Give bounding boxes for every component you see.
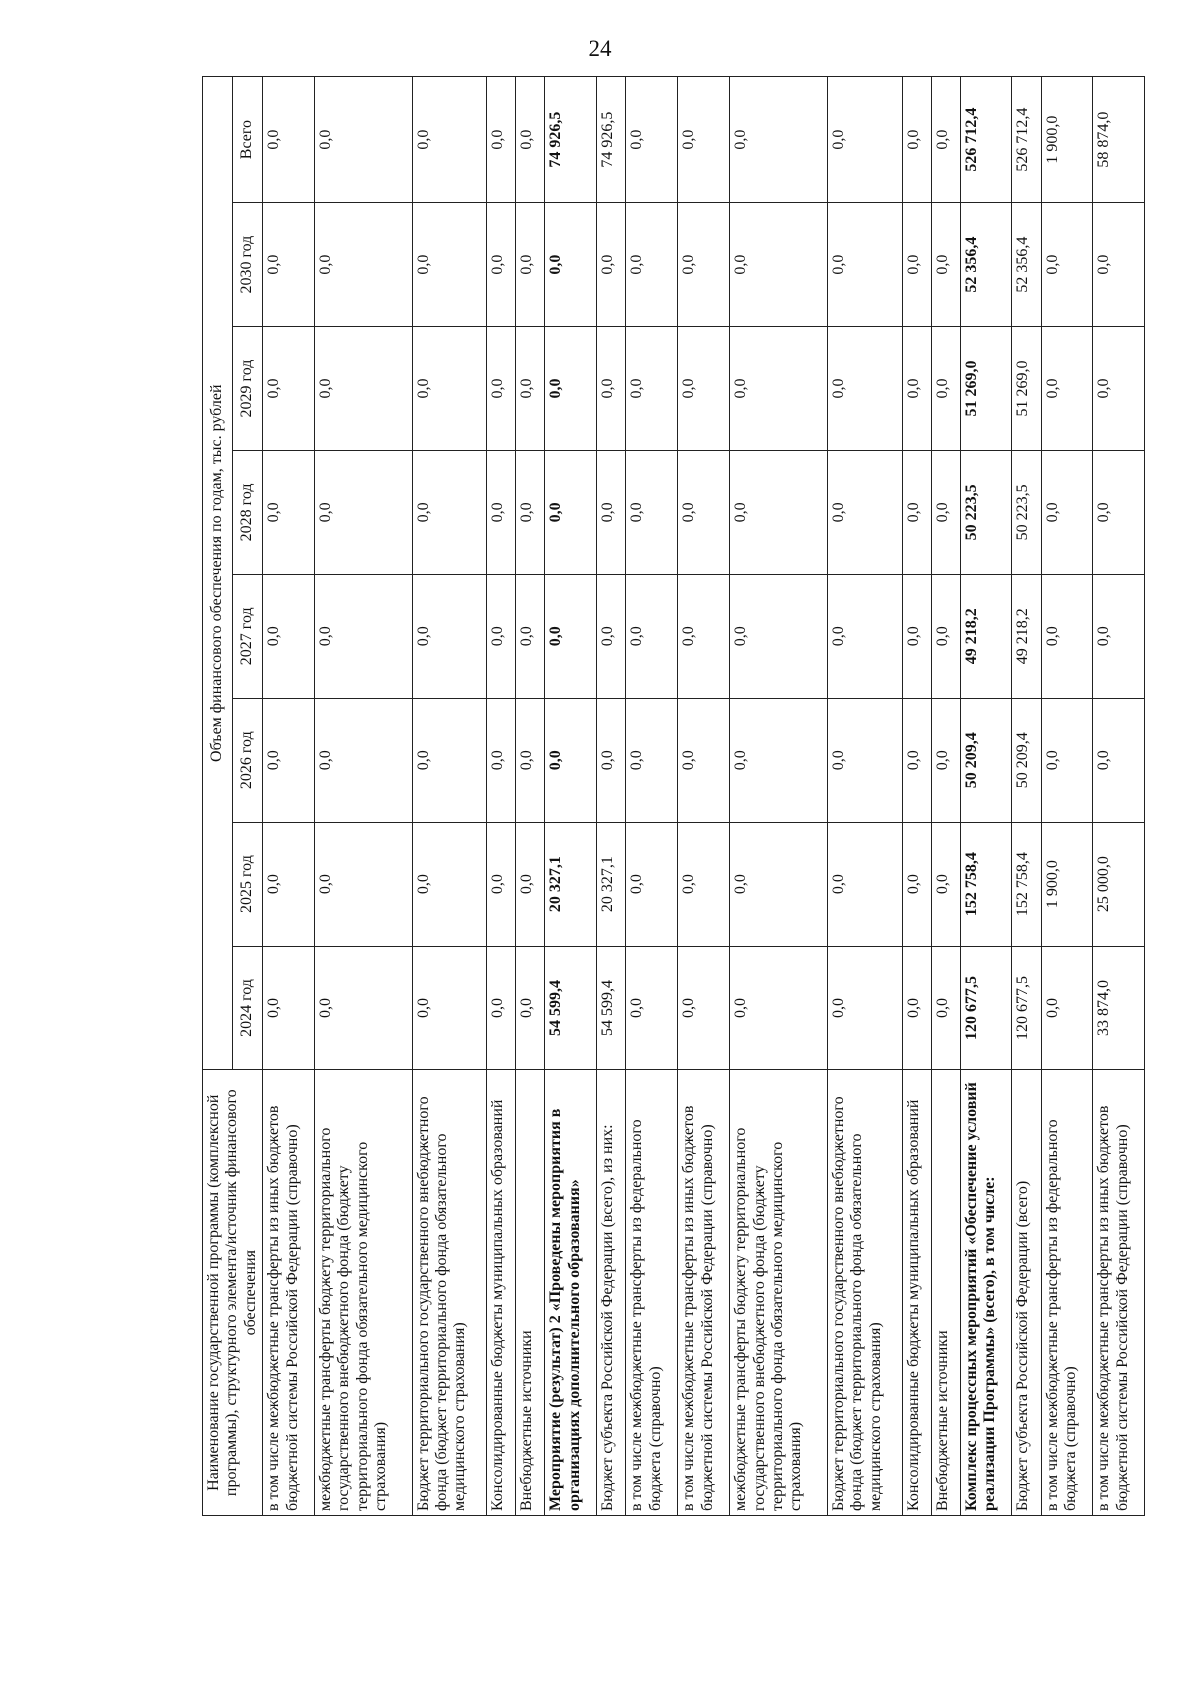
table-row (931, 77, 960, 1516)
row-year-value: 0,0 (626, 574, 678, 698)
row-year-value: 0,0 (626, 946, 678, 1070)
table-row (960, 77, 1012, 1516)
table-row (827, 77, 902, 1516)
row-year-value: 0,0 (487, 574, 516, 698)
row-year-value: 0,0 (1041, 450, 1093, 574)
row-year-value: 0,0 (678, 203, 730, 327)
row-source-name: Консолидированные бюджеты муниципальных образований (902, 1070, 931, 1516)
row-year-value: 51 269,0 (960, 327, 1012, 451)
row-total-value: 0,0 (412, 77, 487, 203)
row-year-value: 0,0 (730, 327, 828, 451)
row-year-value: 0,0 (678, 327, 730, 451)
header-year: 2029 год (233, 327, 263, 451)
row-year-value: 0,0 (516, 946, 545, 1070)
row-year-value: 0,0 (626, 203, 678, 327)
row-year-value: 0,0 (315, 450, 413, 574)
table-row (1012, 77, 1041, 1516)
header-year: 2030 год (233, 203, 263, 327)
row-year-value: 0,0 (487, 698, 516, 822)
row-year-value: 152 758,4 (1012, 822, 1041, 946)
row-year-value: 0,0 (263, 450, 315, 574)
row-year-value: 0,0 (545, 450, 597, 574)
row-year-value: 0,0 (678, 574, 730, 698)
row-year-value: 0,0 (597, 574, 626, 698)
row-year-value: 0,0 (931, 946, 960, 1070)
table-row (1093, 77, 1145, 1516)
row-total-value: 58 874,0 (1093, 77, 1145, 203)
row-year-value: 0,0 (516, 327, 545, 451)
row-year-value: 120 677,5 (960, 946, 1012, 1070)
row-year-value: 0,0 (315, 327, 413, 451)
row-total-value: 0,0 (827, 77, 902, 203)
table-row (315, 77, 413, 1516)
row-year-value: 0,0 (1041, 203, 1093, 327)
table-row (678, 77, 730, 1516)
row-year-value: 0,0 (597, 327, 626, 451)
row-year-value: 0,0 (315, 698, 413, 822)
row-source-name: Внебюджетные источники (931, 1070, 960, 1516)
row-year-value: 0,0 (597, 450, 626, 574)
row-year-value: 0,0 (730, 698, 828, 822)
row-year-value: 0,0 (626, 327, 678, 451)
row-year-value: 0,0 (730, 450, 828, 574)
row-year-value: 0,0 (487, 946, 516, 1070)
header-name-column: Наименование государственной программы (комплексной программы), структурного элемента/источник финансового обеспечения (203, 1070, 263, 1516)
row-source-name: в том числе межбюджетные трансферты из иных бюджетов бюджетной системы Российской Федерации (справочно) (1093, 1070, 1145, 1516)
row-year-value: 0,0 (1093, 203, 1145, 327)
row-year-value: 0,0 (1093, 698, 1145, 822)
header-year: 2028 год (233, 450, 263, 574)
table-row (412, 77, 487, 1516)
row-year-value: 0,0 (730, 822, 828, 946)
row-year-value: 52 356,4 (1012, 203, 1041, 327)
row-year-value: 0,0 (678, 822, 730, 946)
row-year-value: 0,0 (827, 450, 902, 574)
table-row (487, 77, 516, 1516)
row-year-value: 0,0 (545, 203, 597, 327)
table-row (597, 77, 626, 1516)
row-total-value: 0,0 (931, 77, 960, 203)
row-total-value: 0,0 (902, 77, 931, 203)
row-year-value: 0,0 (315, 203, 413, 327)
row-year-value: 0,0 (412, 450, 487, 574)
row-year-value: 0,0 (1093, 574, 1145, 698)
header-row-group (203, 77, 233, 1516)
row-source-name: в том числе межбюджетные трансферты из иных бюджетов бюджетной системы Российской Федерации (справочно) (263, 1070, 315, 1516)
row-source-name: в том числе межбюджетные трансферты из федерального бюджета (справочно) (626, 1070, 678, 1516)
row-year-value: 0,0 (412, 822, 487, 946)
table-row (516, 77, 545, 1516)
row-total-value: 0,0 (678, 77, 730, 203)
row-source-name: Бюджет субъекта Российской Федерации (всего) (1012, 1070, 1041, 1516)
row-year-value: 0,0 (931, 574, 960, 698)
row-year-value: 50 209,4 (1012, 698, 1041, 822)
row-year-value: 0,0 (931, 203, 960, 327)
row-total-value: 0,0 (263, 77, 315, 203)
row-year-value: 50 209,4 (960, 698, 1012, 822)
row-source-name: Комплекс процессных мероприятий «Обеспечение условий реализации Программы» (всего), в том числе: (960, 1070, 1012, 1516)
row-year-value: 0,0 (1093, 450, 1145, 574)
table-row (902, 77, 931, 1516)
row-year-value: 0,0 (902, 327, 931, 451)
row-year-value: 54 599,4 (545, 946, 597, 1070)
row-source-name: в том числе межбюджетные трансферты из федерального бюджета (справочно) (1041, 1070, 1093, 1516)
row-year-value: 0,0 (902, 203, 931, 327)
row-year-value: 0,0 (597, 698, 626, 822)
header-total: Всего (233, 77, 263, 203)
row-year-value: 0,0 (931, 450, 960, 574)
row-year-value: 0,0 (487, 203, 516, 327)
row-year-value: 0,0 (263, 203, 315, 327)
row-year-value: 0,0 (730, 574, 828, 698)
row-year-value: 20 327,1 (545, 822, 597, 946)
header-year: 2027 год (233, 574, 263, 698)
row-year-value: 1 900,0 (1041, 822, 1093, 946)
row-total-value: 0,0 (626, 77, 678, 203)
table-row (263, 77, 315, 1516)
row-source-name: Консолидированные бюджеты муниципальных образований (487, 1070, 516, 1516)
table-row (730, 77, 828, 1516)
row-year-value: 0,0 (412, 946, 487, 1070)
row-total-value: 74 926,5 (545, 77, 597, 203)
row-year-value: 0,0 (412, 327, 487, 451)
row-year-value: 49 218,2 (960, 574, 1012, 698)
header-year: 2025 год (233, 822, 263, 946)
row-year-value: 0,0 (516, 698, 545, 822)
row-year-value: 0,0 (545, 698, 597, 822)
row-year-value: 0,0 (487, 327, 516, 451)
row-year-value: 0,0 (516, 203, 545, 327)
row-year-value: 0,0 (516, 822, 545, 946)
row-year-value: 0,0 (263, 698, 315, 822)
row-year-value: 0,0 (412, 574, 487, 698)
row-year-value: 0,0 (315, 574, 413, 698)
row-year-value: 0,0 (263, 574, 315, 698)
table-body (263, 77, 1145, 1516)
row-year-value: 0,0 (931, 822, 960, 946)
row-year-value: 0,0 (931, 698, 960, 822)
row-source-name: межбюджетные трансферты бюджету территориального государственного внебюджетного фонда (бюджету территориального фонда обязательного медицинского страхования) (315, 1070, 413, 1516)
row-year-value: 0,0 (730, 946, 828, 1070)
row-year-value: 0,0 (902, 450, 931, 574)
table-row (1041, 77, 1093, 1516)
row-year-value: 0,0 (902, 822, 931, 946)
row-source-name: Мероприятие (результат) 2 «Проведены мероприятия в организациях дополнительного образования» (545, 1070, 597, 1516)
row-year-value: 33 874,0 (1093, 946, 1145, 1070)
row-year-value: 0,0 (487, 450, 516, 574)
row-year-value: 0,0 (678, 698, 730, 822)
page-number: 24 (588, 36, 612, 61)
row-total-value: 0,0 (315, 77, 413, 203)
row-total-value: 74 926,5 (597, 77, 626, 203)
row-year-value: 0,0 (1041, 574, 1093, 698)
row-year-value: 0,0 (902, 574, 931, 698)
table-row (545, 77, 597, 1516)
row-year-value: 0,0 (626, 822, 678, 946)
row-total-value: 1 900,0 (1041, 77, 1093, 203)
row-year-value: 0,0 (931, 327, 960, 451)
row-year-value: 152 758,4 (960, 822, 1012, 946)
financing-table (202, 76, 1145, 1516)
row-year-value: 0,0 (315, 822, 413, 946)
row-year-value: 0,0 (412, 203, 487, 327)
header-year: 2024 год (233, 946, 263, 1070)
row-year-value: 0,0 (263, 946, 315, 1070)
row-source-name: в том числе межбюджетные трансферты из иных бюджетов бюджетной системы Российской Федерации (справочно) (678, 1070, 730, 1516)
row-year-value: 0,0 (730, 203, 828, 327)
rotated-table-wrapper (202, 76, 1132, 1516)
row-year-value: 0,0 (827, 203, 902, 327)
row-source-name: Внебюджетные источники (516, 1070, 545, 1516)
row-year-value: 0,0 (626, 698, 678, 822)
row-year-value: 49 218,2 (1012, 574, 1041, 698)
row-year-value: 0,0 (545, 327, 597, 451)
row-total-value: 526 712,4 (1012, 77, 1041, 203)
row-year-value: 0,0 (902, 946, 931, 1070)
row-year-value: 0,0 (626, 450, 678, 574)
row-year-value: 25 000,0 (1093, 822, 1145, 946)
row-total-value: 526 712,4 (960, 77, 1012, 203)
row-year-value: 0,0 (315, 946, 413, 1070)
row-year-value: 0,0 (678, 450, 730, 574)
row-year-value: 52 356,4 (960, 203, 1012, 327)
row-year-value: 0,0 (1041, 946, 1093, 1070)
row-year-value: 0,0 (827, 698, 902, 822)
row-source-name: Бюджет субъекта Российской Федерации (всего), из них: (597, 1070, 626, 1516)
row-year-value: 54 599,4 (597, 946, 626, 1070)
row-total-value: 0,0 (730, 77, 828, 203)
header-volume-group: Объем финансового обеспечения по годам, тыс. рублей (203, 77, 233, 1070)
row-year-value: 0,0 (678, 946, 730, 1070)
row-year-value: 0,0 (1093, 327, 1145, 451)
row-year-value: 120 677,5 (1012, 946, 1041, 1070)
row-source-name: межбюджетные трансферты бюджету территориального государственного внебюджетного фонда (бюджету территориального фонда обязательного медицинского страхования) (730, 1070, 828, 1516)
header-year: 2026 год (233, 698, 263, 822)
row-year-value: 0,0 (263, 822, 315, 946)
row-year-value: 0,0 (1041, 698, 1093, 822)
row-year-value: 0,0 (487, 822, 516, 946)
row-year-value: 50 223,5 (960, 450, 1012, 574)
row-source-name: Бюджет территориального государственного внебюджетного фонда (бюджет территориального фонда обязательного медицинского страхования) (827, 1070, 902, 1516)
table-row (626, 77, 678, 1516)
row-year-value: 0,0 (827, 327, 902, 451)
row-year-value: 20 327,1 (597, 822, 626, 946)
row-total-value: 0,0 (487, 77, 516, 203)
row-total-value: 0,0 (516, 77, 545, 203)
row-year-value: 50 223,5 (1012, 450, 1041, 574)
row-year-value: 0,0 (902, 698, 931, 822)
row-year-value: 0,0 (516, 450, 545, 574)
row-year-value: 51 269,0 (1012, 327, 1041, 451)
row-year-value: 0,0 (412, 698, 487, 822)
row-year-value: 0,0 (263, 327, 315, 451)
row-year-value: 0,0 (827, 574, 902, 698)
row-source-name: Бюджет территориального государственного внебюджетного фонда (бюджет территориального фонда обязательного медицинского страхования) (412, 1070, 487, 1516)
row-year-value: 0,0 (545, 574, 597, 698)
row-year-value: 0,0 (827, 946, 902, 1070)
row-year-value: 0,0 (827, 822, 902, 946)
row-year-value: 0,0 (597, 203, 626, 327)
row-year-value: 0,0 (516, 574, 545, 698)
row-year-value: 0,0 (1041, 327, 1093, 451)
